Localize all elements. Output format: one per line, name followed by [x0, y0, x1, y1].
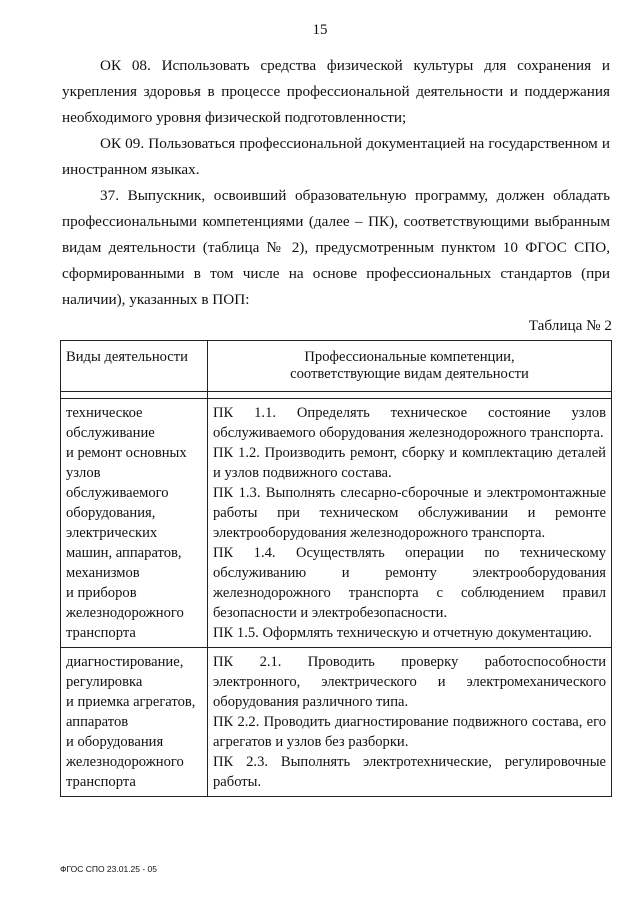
table-row — [61, 648, 612, 797]
table-row — [61, 399, 612, 648]
competency-pk12: ПК 1.2. Производить ремонт, сборку и комплектацию деталей и узлов подвижного состава. — [213, 445, 606, 481]
activity-line: электрических — [66, 525, 158, 541]
competencies-table — [60, 340, 612, 797]
competency-pk23: ПК 2.3. Выполнять электротехнические, регулировочные работы. — [213, 754, 606, 790]
activity-line: транспорта — [66, 774, 136, 790]
competency-pk15: ПК 1.5. Оформлять техническую и отчетную документацию. — [213, 625, 592, 641]
footer-code: ФГОС СПО 23.01.25 - 05 — [60, 864, 158, 874]
activity-line: транспорта — [66, 625, 136, 641]
competency-pk22: ПК 2.2. Проводить диагностирование подвижного состава, его агрегатов и узлов без разборки. — [213, 714, 606, 750]
activity-line: обслуживаемого — [66, 485, 169, 501]
activity-line: аппаратов — [66, 714, 129, 730]
activity-line: техническое — [66, 405, 143, 421]
activity-line: регулировка — [66, 674, 143, 690]
table-gap-row — [61, 392, 612, 399]
header-competencies — [208, 341, 612, 392]
table-label: Таблица № 2 — [528, 317, 612, 334]
activity-cell — [61, 648, 208, 797]
paragraph-ok09: ОК 09. Пользоваться профессиональной документацией на государственном и иностранном языках. — [62, 135, 610, 178]
competency-pk14: ПК 1.4. Осуществлять операции по техническому обслуживанию и ремонту электрооборудования железнодорожного транспорта с соблюдением правил безопасности и электробезопасности. — [213, 545, 606, 621]
activity-line: и ремонт основных — [66, 445, 187, 461]
paragraph-37: 37. Выпускник, освоивший образовательную программу, должен обладать профессиональными компетенциями (далее – ПК), соответствующими выбранным видам деятельности (таблица № 2), предусмотренным пунктом 10 ФГОС СПО, сформированными в том числе на основе профессиональных стандартов (при наличии), указанных в ПОП: — [62, 187, 610, 308]
activity-line: обслуживание — [66, 425, 155, 441]
activity-line: и приборов — [66, 585, 137, 601]
competency-pk13: ПК 1.3. Выполнять слесарно-сборочные и электромонтажные работы при техническом обслуживании и ремонте электрооборудования железнодорожного транспорта. — [213, 485, 606, 541]
header-competencies-line2: соответствующие видам деятельности — [290, 366, 529, 382]
activity-line: машин, аппаратов, — [66, 545, 182, 561]
header-competencies-line1: Профессиональные компетенции, — [304, 349, 515, 365]
competency-pk11: ПК 1.1. Определять техническое состояние узлов обслуживаемого оборудования железнодорожного транспорта. — [213, 405, 606, 441]
competencies-cell — [208, 399, 612, 648]
activity-line: железнодорожного — [66, 754, 184, 770]
header-activity: Виды деятельности — [61, 341, 208, 392]
activity-cell — [61, 399, 208, 648]
activity-line: оборудования, — [66, 505, 156, 521]
table-header-row — [61, 341, 612, 392]
activity-line: железнодорожного — [66, 605, 184, 621]
paragraph-ok08: ОК 08. Использовать средства физической культуры для сохранения и укрепления здоровья в процессе профессиональной деятельности и поддержания необходимого уровня физической подготовленности; — [62, 57, 610, 126]
activity-line: и приемка агрегатов, — [66, 694, 196, 710]
competencies-cell — [208, 648, 612, 797]
page-number: 15 — [312, 22, 328, 38]
activity-line: диагностирование, — [66, 654, 184, 670]
competency-pk21: ПК 2.1. Проводить проверку работоспособности электронного, электрического и электромеханического оборудования различного типа. — [213, 654, 606, 710]
activity-line: и оборудования — [66, 734, 164, 750]
activity-line: механизмов — [66, 565, 140, 581]
activity-line: узлов — [66, 465, 101, 481]
